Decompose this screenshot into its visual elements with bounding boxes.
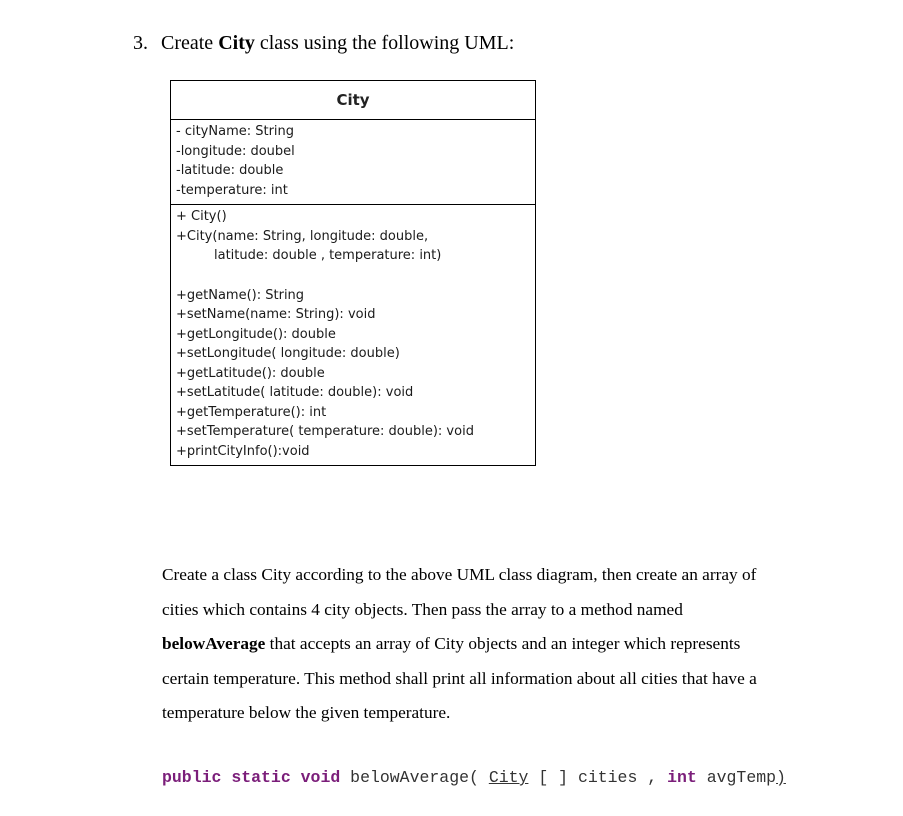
keyword-int: int bbox=[667, 768, 697, 787]
description-line: temperature below the given temperature. bbox=[162, 703, 451, 722]
heading-class-name: City bbox=[218, 32, 255, 54]
array-brackets: [ ] bbox=[538, 768, 569, 787]
description-line: certain temperature. This method shall print all information about all cities that have a bbox=[162, 668, 757, 688]
heading-text-before: Create bbox=[161, 32, 219, 54]
uml-method: +getName(): String bbox=[176, 287, 305, 303]
uml-attribute: -longitude: doubel bbox=[176, 143, 295, 159]
description-line-rest: that accepts an array of City objects and an integer which represents bbox=[265, 634, 741, 653]
uml-method: +getTemperature(): int bbox=[176, 404, 327, 420]
comma: , bbox=[647, 768, 658, 787]
close-paren: ) bbox=[776, 768, 786, 787]
uml-method: +setTemperature( temperature: double): void bbox=[176, 424, 474, 439]
description-line: cities which contains 4 city objects. Then pass the array to a method named bbox=[162, 599, 683, 619]
uml-method: +setName(name: String): void bbox=[176, 307, 376, 322]
method-name: belowAverage bbox=[350, 768, 469, 787]
uml-method: +setLongitude( longitude: double) bbox=[176, 346, 400, 361]
uml-spacer bbox=[176, 266, 531, 286]
description-line bbox=[162, 627, 872, 662]
method-name-bold: belowAverage bbox=[162, 634, 266, 653]
question-number: 3. bbox=[133, 32, 148, 54]
description-line: Create a class City according to the above UML class diagram, then create an array of bbox=[162, 565, 757, 584]
heading-text-after: class using the following UML: bbox=[254, 32, 515, 54]
uml-operations bbox=[171, 205, 535, 465]
uml-method: +getLongitude(): double bbox=[176, 326, 336, 342]
keyword-void: void bbox=[300, 768, 341, 787]
keyword-static: static bbox=[231, 768, 291, 787]
uml-attribute: -temperature: int bbox=[176, 182, 288, 198]
question-heading bbox=[133, 32, 514, 55]
uml-attribute: - cityName: String bbox=[176, 124, 295, 139]
method-signature bbox=[162, 768, 786, 787]
keyword-public: public bbox=[162, 768, 222, 787]
param-type-city: City bbox=[488, 768, 529, 787]
uml-constructor: + City() bbox=[176, 209, 227, 224]
open-paren: ( bbox=[469, 768, 479, 787]
task-description bbox=[162, 558, 872, 731]
uml-attribute: -latitude: double bbox=[176, 163, 284, 178]
uml-attributes bbox=[171, 120, 535, 205]
uml-constructor: +City(name: String, longitude: double, bbox=[176, 228, 429, 244]
param-avgtemp: avgTemp bbox=[706, 768, 777, 787]
param-cities: cities bbox=[577, 768, 638, 787]
uml-class-diagram bbox=[170, 80, 536, 466]
uml-class-name: City bbox=[171, 81, 535, 120]
uml-method: +getLatitude(): double bbox=[176, 365, 325, 381]
uml-method: +printCityInfo():void bbox=[176, 443, 310, 459]
uml-method: +setLatitude( latitude: double): void bbox=[176, 385, 414, 400]
uml-constructor-continued: latitude: double , temperature: int) bbox=[214, 248, 442, 263]
